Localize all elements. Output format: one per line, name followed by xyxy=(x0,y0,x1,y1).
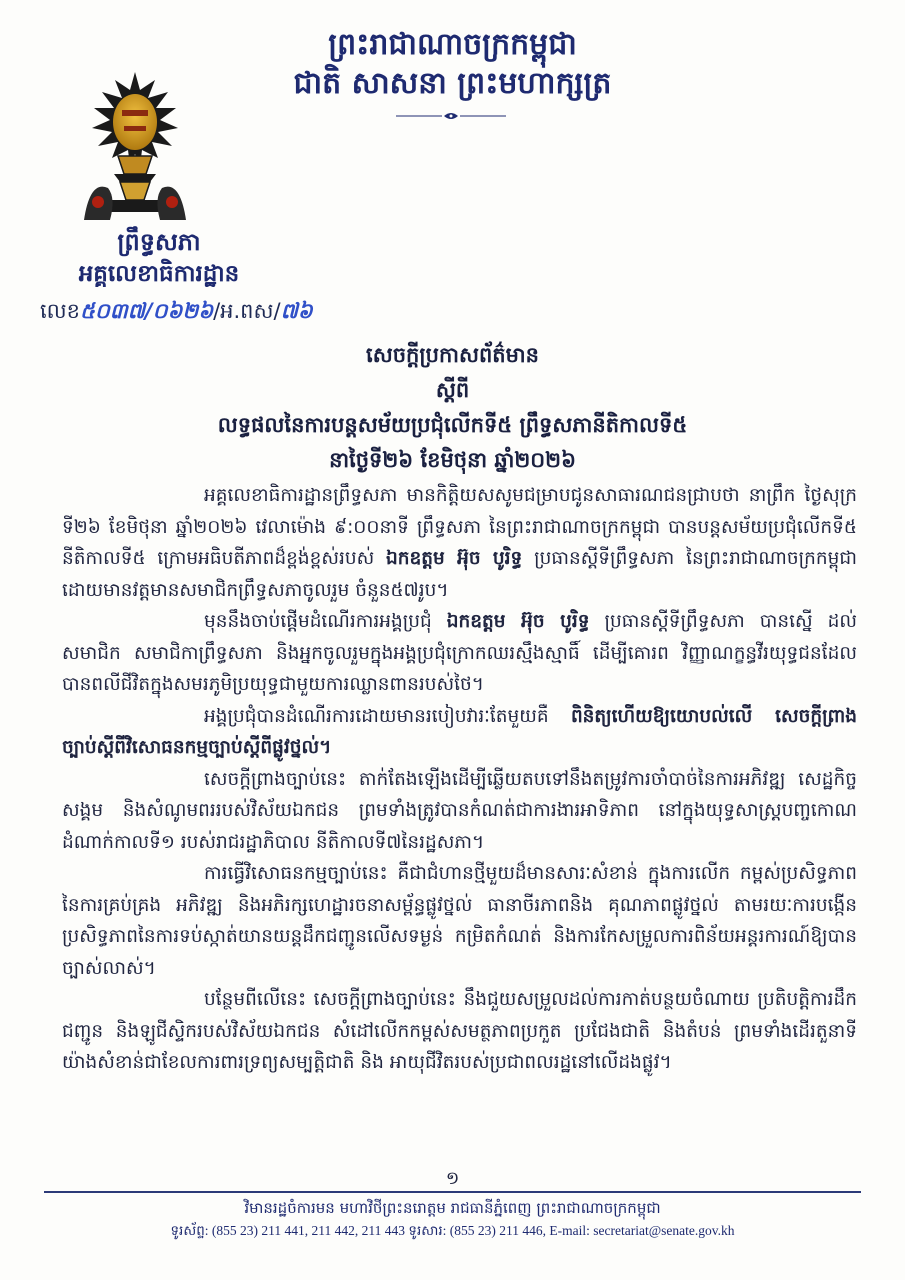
document-titles xyxy=(0,338,905,478)
p1-text: អគ្គលេខាធិការដ្ឋានព្រឹទ្ធសភា មានកិត្តិយសសូមជម្រាបជូនសាធារណជនជ្រាបថា នាព្រឹក ថ្ងៃសុក្រ ទី២៦ ខែមិថុនា ឆ្នាំ២០២៦ វេលាម៉ោង ៩:០០នាទី ព្រឹទ្ធសភា នៃព្រះរាជាណាចក្រកម្ពុជា បានបន្តសម័យប្រជុំលើកទី៥ នីតិកាលទី៥ ក្រោមអធិបតីភាពដ៏ខ្ពង់ខ្ពស់របស់ xyxy=(62,485,857,569)
ref-middle: /អ.ពស/ xyxy=(213,299,281,323)
org-name: ព្រឹទ្ធសភា xyxy=(117,228,201,256)
title-press-release: សេចក្ដីប្រកាសព័ត៌មាន xyxy=(366,343,539,367)
title-date: នាថ្ងៃទី២៦ ខែមិថុនា ឆ្នាំ២០២៦ xyxy=(329,448,576,472)
reference-number xyxy=(40,296,313,326)
ref-handwritten-suffix: ៧៦ xyxy=(280,299,313,323)
p1-text-end: ប្រធានស្ដីទីព្រឹទ្ធសភា នៃព្រះរាជាណាចក្រកម្ពុជា ដោយមានវត្តមានសមាជិកព្រឹទ្ធសភាចូលរួម ចំនួន៥៧រូប។ xyxy=(62,548,857,601)
footer xyxy=(0,1196,905,1242)
paragraph-6: បន្ថែមពីលើនេះ សេចក្ដីព្រាងច្បាប់នេះ នឹងជួយសម្រួលដល់ការកាត់បន្ថយចំណាយ ប្រតិបត្តិការដឹកជញ្ជូន និងឡូជីស្ទិករបស់វិស័យឯកជន សំដៅលើកកម្ពស់សមត្ថភាពប្រកួត ប្រជែងជាតិ និងតំបន់ ព្រមទាំងដើរតួនាទីយ៉ាងសំខាន់ជាខែលការពារទ្រព្យសម្បត្តិជាតិ និង អាយុជីវិតរបស់ប្រជាពលរដ្ឋនៅលើដងផ្លូវ។ xyxy=(62,989,857,1073)
page-number: ១ xyxy=(445,1168,460,1189)
footer-divider xyxy=(44,1191,861,1193)
kingdom-title: ព្រះរាជាណាចក្រកម្ពុជា xyxy=(328,27,577,62)
paragraph-4: សេចក្ដីព្រាងច្បាប់នេះ តាក់តែងឡើងដើម្បីឆ្លើយតបទៅនឹងតម្រូវការចាំបាច់នៃការអភិវឌ្ឍ សេដ្ឋកិច្ច សង្គម និងសំណូមពររបស់វិស័យឯកជន ព្រមទាំងត្រូវបានកំណត់ជាការងារអាទិភាព នៅក្នុងយុទ្ធសាស្ត្របញ្ចកោណ ដំណាក់កាលទី១ របស់រាជរដ្ឋាភិបាល នីតិកាលទី៧នៃរដ្ឋសភា។ xyxy=(62,768,857,853)
national-motto: ជាតិ សាសនា ព្រះមហាក្សត្រ xyxy=(293,66,612,101)
p3-text: អង្គប្រជុំបានដំណើរការដោយមានរបៀបវារៈតែមួយគឺ xyxy=(204,705,571,727)
title-subject: លទ្ធផលនៃការបន្តសម័យប្រជុំលើកទី៥ ព្រឹទ្ធសភានីតិកាលទី៥ xyxy=(217,413,688,437)
p3-bold-agenda: ពិនិត្យហើយឱ្យយោបល់លើ សេចក្ដីព្រាងច្បាប់ស្ដីពីវិសោធនកម្មច្បាប់ស្ដីពីផ្លូវថ្នល់។ xyxy=(62,705,857,758)
ornament-divider-icon xyxy=(396,110,506,122)
p2-text-end: ប្រធានស្ដីទីព្រឹទ្ធសភា បានស្នើ ដល់សមាជិក សមាជិកាព្រឹទ្ធសភា និងអ្នកចូលរួមក្នុងអង្គប្រជុំក្រោកឈរស្មឹងស្មាធិ៍ ដើម្បីគោរព វិញ្ញាណក្ខន្ធវីរយុទ្ធជនដែលបានពលីជីវិតក្នុងសមរភូមិប្រយុទ្ធជាមួយការឈ្លានពានរបស់ថៃ។ xyxy=(62,611,858,695)
footer-contact: ទូរស័ព្ទ: (855 23) 211 441, 211 442, 211 443 ទូរសារ: (855 23) 211 446, E-mail: secretariat@senate.gov.kh xyxy=(170,1223,735,1238)
paragraph-1 xyxy=(62,480,857,606)
document-body xyxy=(62,480,857,1079)
paragraph-3 xyxy=(62,701,857,764)
paragraph-5: ការធ្វើវិសោធនកម្មច្បាប់នេះ គឺជាជំហានថ្មីមួយដ៏មានសារៈសំខាន់ ក្នុងការលើក កម្ពស់ប្រសិទ្ធភាពនៃការគ្រប់គ្រង អភិវឌ្ឍ និងអភិរក្សហេដ្ឋារចនាសម្ព័ន្ធផ្លូវថ្នល់ ធានាចីរភាពនិង គុណភាពផ្លូវថ្នល់ តាមរយៈការបង្កើនប្រសិទ្ធភាពនៃការទប់ស្កាត់យានយន្តដឹកជញ្ជូនលើសទម្ងន់ កម្រិតកំណត់ និងការកែសម្រួលការពិន័យអន្តរការណ៍ឱ្យបានច្បាស់លាស់។ xyxy=(62,863,857,979)
footer-address: វិមានរដ្ឋចំការមន មហាវិថីព្រះនរោត្តម រាជធានីភ្នំពេញ ព្រះរាជាណាចក្រកម្ពុជា xyxy=(244,1199,661,1217)
senate-emblem-icon xyxy=(80,70,190,225)
p2-text: មុននឹងចាប់ផ្ដើមដំណើរការអង្គប្រជុំ xyxy=(204,611,447,632)
p2-bold-name: ឯកឧត្តម អ៊ុច បូរិទ្ធ xyxy=(446,611,590,632)
p1-bold-name: ឯកឧត្តម អ៊ុច បូរិទ្ធ xyxy=(386,548,523,569)
paragraph-2 xyxy=(62,606,857,701)
organization-block xyxy=(44,226,274,290)
title-on: ស្ដីពី xyxy=(435,378,470,402)
ref-prefix: លេខ xyxy=(40,299,80,323)
org-department: អគ្គលេខាធិការដ្ឋាន xyxy=(78,261,240,287)
ref-handwritten-number: ៥០៣៧/០៦២៦ xyxy=(80,299,214,323)
